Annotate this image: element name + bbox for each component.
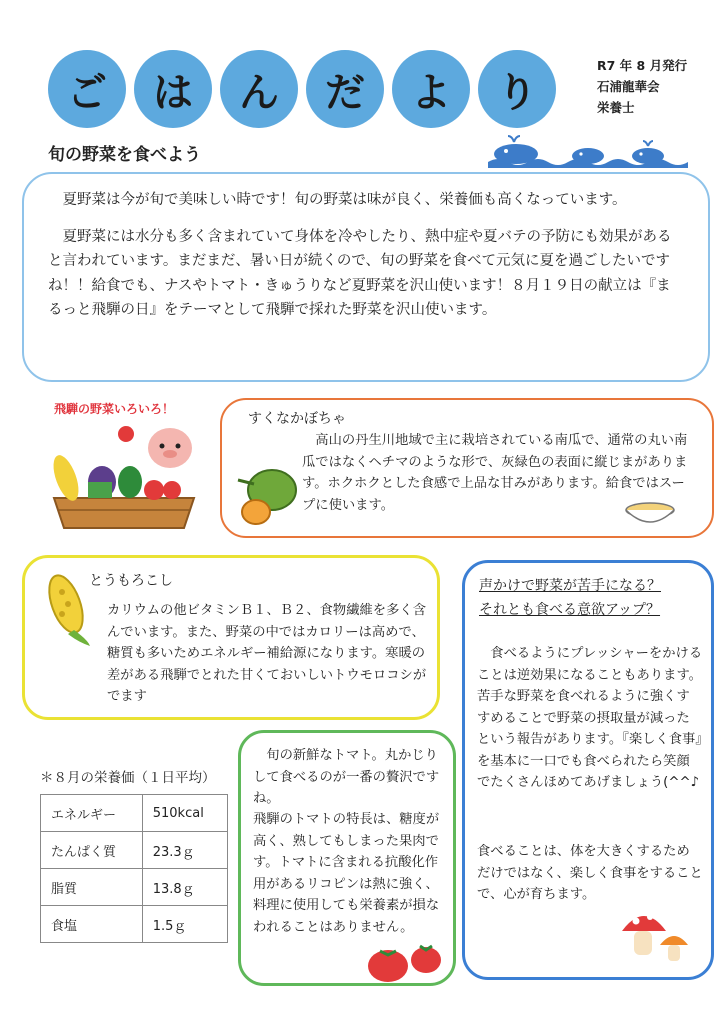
page-subtitle: 旬の野菜を食べよう	[48, 145, 201, 165]
corn-description: カリウムの他ビタミンＢ１、Ｂ２、食物繊維を多く含んでいます。また、野菜の中ではカロリーは高めで、糖質も多いためエネルギー補給源になります。寒暖の差がある飛騨でとれた甘くておいしいトウモロコシがでます	[107, 603, 427, 704]
title-char-4: だ	[306, 50, 384, 128]
nutrient-value: 1.5ｇ	[142, 906, 227, 943]
corn-title: とうもろこし	[89, 573, 173, 589]
title-char-1: ご	[48, 50, 126, 128]
intro-paragraph-2: 夏野菜には水分も多く含まれていて身体を冷やしたり、熱中症や夏バテの予防にも効果があると言われています。まだまだ、暑い日が続くので、旬の野菜を食べて元気に夏を過ごしたいですね！！給食でも、ナスやトマト・きゅうりなど夏野菜を沢山使います！８月１９日の献立は『まるっと飛騨の日』をテーマとして飛騨で採れた野菜を沢山使います。	[48, 228, 672, 318]
title-char-5: よ	[392, 50, 470, 128]
tomato-intro: 旬の新鮮なトマト。丸かじりして食べるのが一番の贅沢ですね。	[253, 748, 440, 806]
title-char-6: り	[478, 50, 556, 128]
title-char-2: は	[134, 50, 212, 128]
nutrient-name: 脂質	[41, 869, 143, 906]
tomato-description: 飛騨のトマトの特長は、糖度が高く、熟してもしまった果肉です。トマトに含まれる抗酸化作用があるリコピンは熱に強く、料理に使用しても栄養素が損なわれることはありません。	[253, 812, 440, 935]
talk-paragraph-2: 食べることは、体を大きくするためだけではなく、楽しく食事をすることで、心が育ちます。	[477, 844, 703, 902]
kabocha-squash-illustration	[232, 462, 302, 528]
kabocha-title: すくなかぼちゃ	[248, 411, 346, 427]
intro-paragraph-1: 夏野菜は今が旬で美味しい時です！旬の野菜は味が良く、栄養価も高くなっています。	[62, 192, 627, 208]
nutrient-value: 510kcal	[142, 795, 227, 832]
nutrient-name: 食塩	[41, 906, 143, 943]
nutrient-value: 13.8ｇ	[142, 869, 227, 906]
mushroom-illustration	[620, 905, 692, 967]
corn-illustration	[38, 568, 94, 648]
soup-bowl-illustration	[622, 500, 678, 526]
table-row	[41, 906, 228, 943]
nutrient-name: たんぱく質	[41, 832, 143, 869]
talk-title-line-2: それとも食べる意欲アップ？	[479, 602, 661, 618]
talk-title-line-1: 声かけで野菜が苦手になる？	[479, 578, 661, 594]
intro-box	[22, 172, 710, 382]
nutrient-value: 23.3ｇ	[142, 832, 227, 869]
kabocha-description: 高山の丹生川地域で主に栽培されている南瓜で、通常の丸い南瓜ではなくヘチマのような形で、灰緑色の表面に縦じまがあります。ホクホクとした食感で上品な甘みがあります。給食ではスープに使います。	[302, 433, 688, 513]
issue-info	[597, 55, 687, 118]
issue-date: R7 年 8 月発行	[597, 58, 688, 73]
nutrition-title: ＊８月の栄養価（１日平均）	[40, 770, 216, 786]
hida-vegetables-label: 飛騨の野菜いろいろ！	[54, 402, 175, 416]
table-row	[41, 869, 228, 906]
issuer-role: 栄養士	[597, 100, 635, 115]
table-row	[41, 795, 228, 832]
whales-illustration	[488, 130, 688, 168]
talk-paragraph-1: 食べるようにプレッシャーをかけることは逆効果になることもあります。苦手な野菜を食べれるように強くすすめることで野菜の摂取量が減ったという報告があります。『楽しく食事』を基本に一口でも食べられたら笑顔でたくさんほめてあげましょう(^^♪	[477, 646, 703, 790]
nutrition-table	[40, 794, 228, 943]
issuer-name: 石浦龍華会	[597, 79, 660, 94]
table-row	[41, 832, 228, 869]
title-char-3: ん	[220, 50, 298, 128]
vegetable-basket-illustration	[44, 420, 204, 535]
nutrient-name: エネルギー	[41, 795, 143, 832]
tomato-illustration	[366, 938, 446, 984]
